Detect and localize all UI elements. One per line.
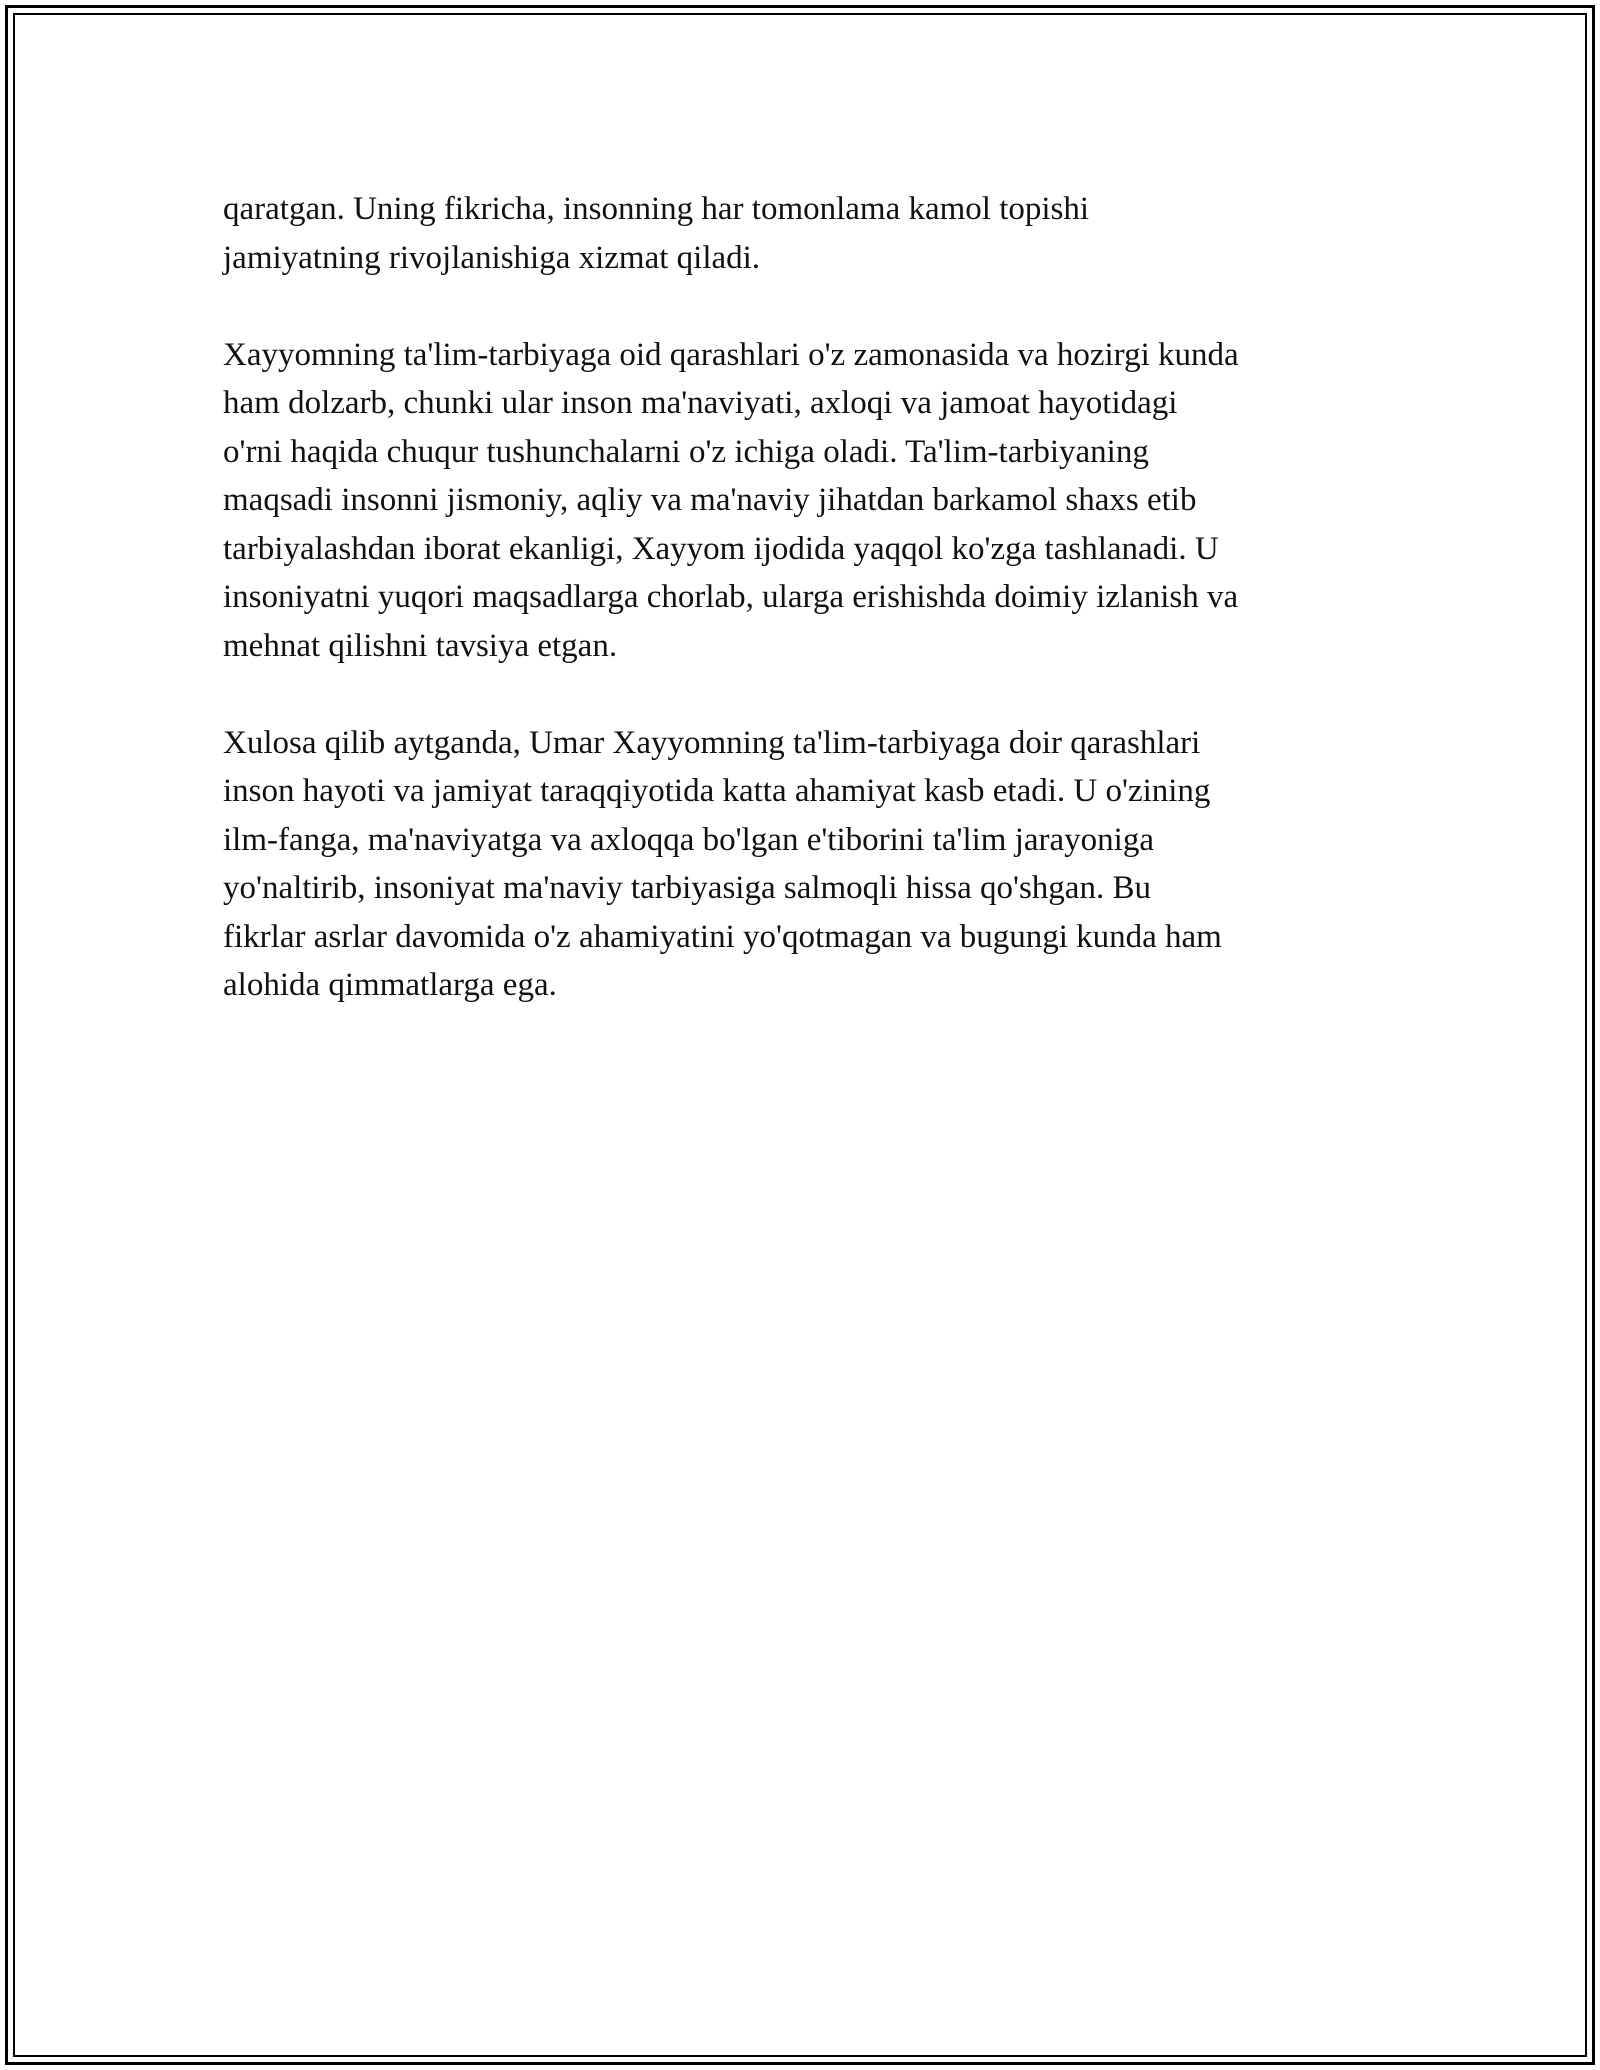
paragraph-2: [223, 331, 1403, 671]
paragraph-3-line-4: yo'naltirib, insoniyat ma'naviy tarbiyasiga salmoqli hissa qo'shgan. Bu: [223, 870, 1151, 906]
paragraph-2-line-1: Xayyomning ta'lim-tarbiyaga oid qarashlari o'z zamonasida va hozirgi kunda: [223, 336, 1239, 373]
paragraph-3-line-5: fikrlar asrlar davomida o'z ahamiyatini yo'qotmagan va bugungi kunda ham: [223, 918, 1222, 955]
paragraph-1: [223, 185, 1403, 282]
paragraph-3-line-3: ilm-fanga, ma'naviyatga va axloqqa bo'lgan e'tiborini ta'lim jarayoniga: [223, 821, 1154, 858]
paragraph-3-line-2: inson hayoti va jamiyat taraqqiyotida katta ahamiyat kasb etadi. U o'zining: [223, 773, 1211, 809]
document-body: [223, 185, 1403, 1058]
paragraph-2-line-5: tarbiyalashdan iborat ekanligi, Xayyom ijodida yaqqol ko'zga tashlanadi. U: [223, 530, 1219, 567]
paragraph-2-line-2: ham dolzarb, chunki ular inson ma'naviyati, axloqi va jamoat hayotidagi: [223, 385, 1178, 421]
paragraph-3-line-1: Xulosa qilib aytganda, Umar Xayyomning ta'lim-tarbiyaga doir qarashlari: [223, 724, 1201, 761]
paragraph-3-line-6: alohida qimmatlarga ega.: [223, 967, 557, 1003]
paragraph-2-line-6: insoniyatni yuqori maqsadlarga chorlab, ularga erishishda doimiy izlanish va: [223, 579, 1239, 615]
paragraph-2-line-7: mehnat qilishni tavsiya etgan.: [223, 627, 618, 664]
paragraph-2-line-3: o'rni haqida chuqur tushunchalarni o'z ichiga oladi. Ta'lim-tarbiyaning: [223, 433, 1149, 470]
paragraph-2-line-4: maqsadi insonni jismoniy, aqliy va ma'naviy jihatdan barkamol shaxs etib: [223, 482, 1197, 518]
paragraph-1-line-1: qaratgan. Uning fikricha, insonning har tomonlama kamol topishi: [223, 191, 1090, 227]
paragraph-3: [223, 719, 1403, 1010]
paragraph-1-line-2: jamiyatning rivojlanishiga xizmat qiladi.: [223, 239, 761, 276]
